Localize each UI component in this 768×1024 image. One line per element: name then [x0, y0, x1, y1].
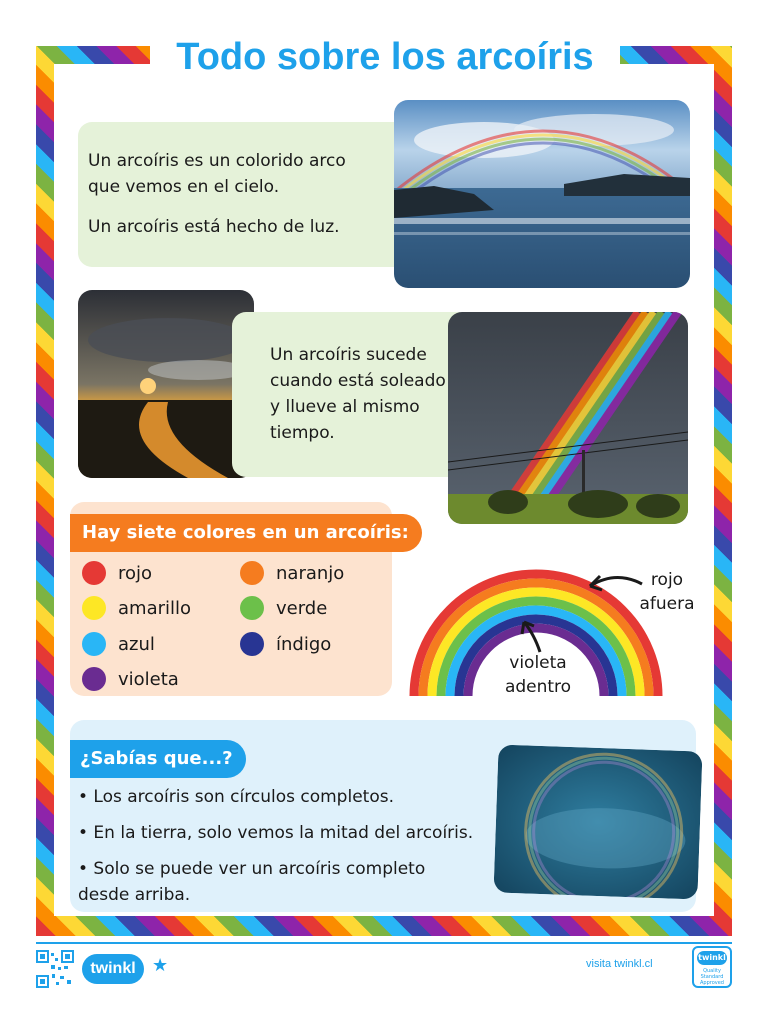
photo-circular-rainbow-aerial [493, 744, 702, 899]
badge-logo: twinkl [697, 951, 727, 965]
fact-1: • Los arcoíris son círculos completos. [78, 787, 394, 807]
color-label: rojo [118, 562, 153, 584]
red-dot-icon [82, 561, 106, 585]
footer-divider [36, 942, 732, 944]
yellow-dot-icon [82, 596, 106, 620]
color-item-rojo [82, 559, 152, 587]
outer-label: rojo afuera [639, 570, 695, 614]
color-label: amarillo [118, 597, 192, 619]
intro-text-1: Un arcoíris es un colorido arco que vemos en el cielo. [88, 151, 346, 197]
green-dot-icon [240, 596, 264, 620]
violet-dot-icon [82, 667, 106, 691]
facts-heading: ¿Sabías que...? [70, 740, 246, 778]
inner-label: violeta adentro [504, 653, 572, 697]
blue-dot-icon [82, 632, 106, 656]
badge-text: Quality Standard Approved [700, 968, 724, 986]
intro-text-2: Un arcoíris está hecho de luz. [88, 217, 340, 237]
qr-code-icon [36, 950, 74, 988]
colors-heading: Hay siete colores en un arcoíris: [70, 514, 422, 552]
indigo-dot-icon [240, 632, 264, 656]
photo-rainbow-storm-sky [448, 312, 688, 524]
color-item-verde [240, 594, 327, 622]
twinkl-logo[interactable]: twinkl [82, 954, 144, 984]
fact-2: • En la tierra, solo vemos la mitad del arcoíris. [78, 823, 474, 843]
photo-sunset-road [78, 290, 254, 478]
page-title: Todo sobre los arcoíris [176, 36, 594, 78]
orange-dot-icon [240, 561, 264, 585]
color-label: índigo [276, 633, 332, 655]
color-label: azul [118, 633, 155, 655]
color-label: violeta [118, 668, 179, 690]
color-item-naranjo [240, 559, 344, 587]
color-item-amarillo [82, 594, 191, 622]
color-item-indigo [240, 630, 331, 658]
star-icon[interactable]: ★ [152, 955, 169, 976]
fact-3: • Solo se puede ver un arcoíris completo desde arriba. [78, 859, 426, 905]
color-label: verde [276, 597, 328, 619]
quality-badge [692, 946, 732, 988]
photo-rainbow-over-sea [394, 100, 690, 288]
visit-link[interactable]: visita twinkl.cl [586, 958, 653, 970]
color-item-azul [82, 630, 155, 658]
color-item-violeta [82, 665, 179, 693]
color-label: naranjo [276, 562, 345, 584]
when-text: Un arcoíris sucede cuando está soleado y llueve al mismo tiempo. [270, 345, 446, 443]
